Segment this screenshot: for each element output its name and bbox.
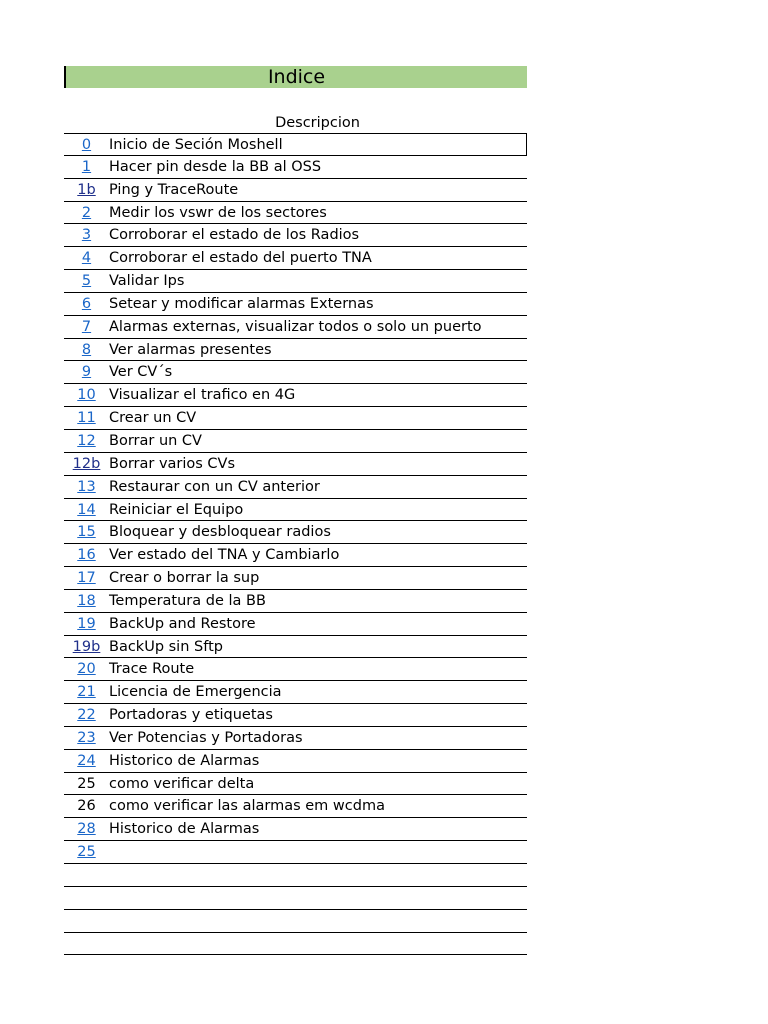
index-link[interactable]: 19 — [77, 615, 96, 632]
table-row — [64, 795, 527, 818]
row-description: Ver CV´s — [109, 364, 173, 381]
index-link[interactable]: 1b — [77, 181, 96, 198]
index-link[interactable]: 8 — [81, 341, 92, 358]
table-row — [64, 590, 527, 613]
row-description: como verificar delta — [109, 775, 255, 792]
index-link[interactable]: 23 — [77, 729, 96, 746]
row-description: Setear y modificar alarmas Externas — [109, 295, 374, 312]
description-column-header: Descripcion — [275, 115, 360, 131]
table-row — [64, 727, 527, 750]
index-link[interactable]: 3 — [81, 227, 92, 244]
index-link[interactable]: 9 — [81, 364, 92, 381]
table-row — [64, 361, 527, 384]
table-row — [64, 384, 527, 407]
row-description: Temperatura de la BB — [109, 592, 266, 609]
index-link[interactable]: 28 — [77, 821, 96, 838]
index-table — [64, 133, 527, 955]
table-row — [64, 499, 527, 522]
table-row — [64, 544, 527, 567]
row-description: Restaurar con un CV anterior — [109, 478, 320, 495]
table-row — [64, 864, 527, 887]
index-link[interactable]: 18 — [77, 592, 96, 609]
index-link[interactable]: 5 — [81, 273, 92, 290]
table-row — [64, 887, 527, 910]
row-description: Reiniciar el Equipo — [109, 501, 244, 518]
row-description: Hacer pin desde la BB al OSS — [109, 158, 322, 175]
index-link[interactable]: 15 — [77, 524, 96, 541]
row-description: Ping y TraceRoute — [109, 181, 239, 198]
row-description: Borrar un CV — [109, 432, 202, 449]
row-description: Borrar varios CVs — [109, 455, 236, 472]
row-description: Corroborar el estado de los Radios — [109, 227, 360, 244]
row-description: Historico de Alarmas — [109, 752, 260, 769]
table-row — [64, 681, 527, 704]
index-link[interactable]: 14 — [77, 501, 96, 518]
row-description: BackUp sin Sftp — [109, 638, 223, 655]
table-row — [64, 818, 527, 841]
table-row — [64, 339, 527, 362]
index-link[interactable]: 10 — [77, 387, 96, 404]
row-description: Crear un CV — [109, 410, 197, 427]
table-row — [64, 476, 527, 499]
index-link[interactable]: 16 — [77, 547, 96, 564]
row-description: Ver estado del TNA y Cambiarlo — [109, 547, 340, 564]
index-link[interactable]: 24 — [77, 752, 96, 769]
index-link[interactable]: 6 — [81, 295, 92, 312]
table-row — [64, 841, 527, 864]
index-link[interactable]: 4 — [81, 250, 92, 267]
table-row — [64, 636, 527, 659]
index-link[interactable]: 19b — [72, 638, 101, 655]
table-row — [64, 910, 527, 933]
row-description: Medir los vswr de los sectores — [109, 204, 327, 221]
table-row — [64, 270, 527, 293]
table-row — [64, 773, 527, 796]
table-row — [64, 179, 527, 202]
table-row — [64, 224, 527, 247]
table-row — [64, 430, 527, 453]
index-link[interactable]: 20 — [77, 661, 96, 678]
row-description: Corroborar el estado del puerto TNA — [109, 250, 372, 267]
row-description: como verificar las alarmas em wcdma — [109, 798, 385, 815]
index-link[interactable]: 12b — [72, 455, 101, 472]
table-row — [64, 658, 527, 681]
row-description: Licencia de Emergencia — [109, 684, 282, 701]
index-link[interactable]: 21 — [77, 684, 96, 701]
row-description: BackUp and Restore — [109, 615, 256, 632]
row-description: Ver Potencias y Portadoras — [109, 729, 303, 746]
table-row — [64, 156, 527, 179]
index-link[interactable]: 0 — [81, 137, 92, 153]
index-title: Indice — [64, 66, 527, 88]
row-description: Visualizar el trafico en 4G — [109, 387, 296, 404]
table-row — [64, 613, 527, 636]
row-description: Bloquear y desbloquear radios — [109, 524, 331, 541]
index-link[interactable]: 13 — [77, 478, 96, 495]
table-row — [64, 133, 527, 156]
index-link[interactable]: 12 — [77, 432, 96, 449]
row-description: Inicio de Seción Moshell — [109, 137, 283, 153]
table-row — [64, 453, 527, 476]
row-description: Trace Route — [109, 661, 195, 678]
table-row — [64, 521, 527, 544]
index-link[interactable]: 25 — [77, 844, 96, 861]
index-link[interactable]: 2 — [81, 204, 92, 221]
row-description: Ver alarmas presentes — [109, 341, 272, 358]
index-link[interactable]: 11 — [77, 410, 96, 427]
index-number: 25 — [77, 775, 96, 792]
table-row — [64, 316, 527, 339]
row-description: Portadoras y etiquetas — [109, 707, 273, 724]
table-row — [64, 247, 527, 270]
index-link[interactable]: 22 — [77, 707, 96, 724]
row-description: Historico de Alarmas — [109, 821, 260, 838]
table-row — [64, 567, 527, 590]
row-description: Validar Ips — [109, 273, 185, 290]
table-row — [64, 407, 527, 430]
index-number: 26 — [77, 798, 96, 815]
table-header — [64, 114, 527, 133]
row-description: Crear o borrar la sup — [109, 570, 260, 587]
row-description: Alarmas externas, visualizar todos o solo un puerto — [109, 318, 482, 335]
index-link[interactable]: 7 — [81, 318, 92, 335]
index-link[interactable]: 17 — [77, 570, 96, 587]
table-row — [64, 704, 527, 727]
table-row — [64, 933, 527, 956]
table-row — [64, 202, 527, 225]
table-row — [64, 750, 527, 773]
table-row — [64, 293, 527, 316]
index-link[interactable]: 1 — [81, 158, 92, 175]
